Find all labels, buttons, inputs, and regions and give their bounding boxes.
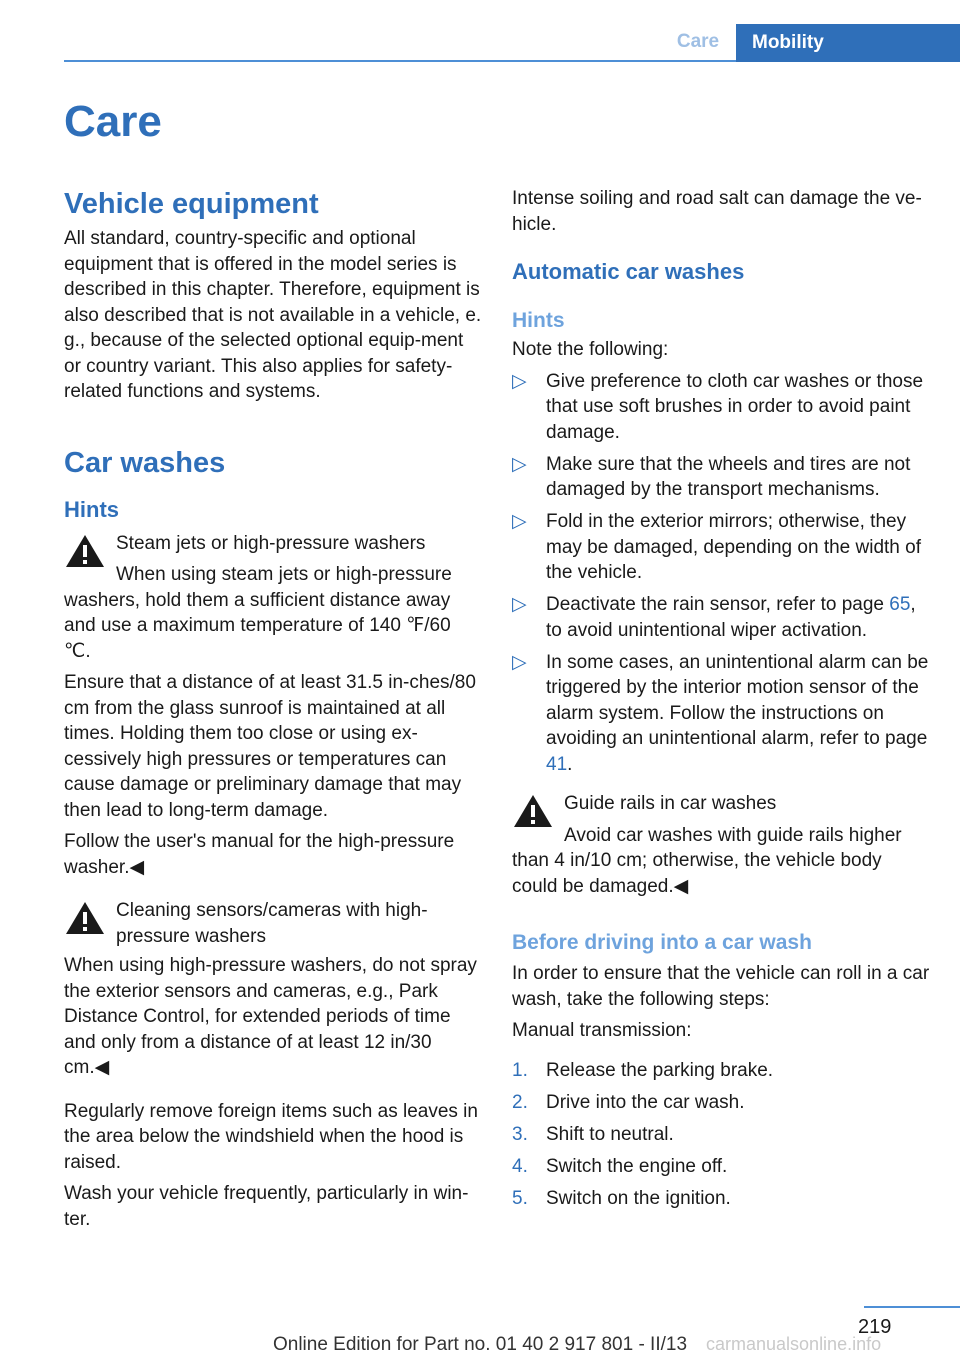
- steps-list: [512, 1058, 930, 1212]
- page-number: 219: [858, 1316, 892, 1338]
- paragraph-before: In order to ensure that the vehicle can roll in a car wash, take the following steps:: [512, 963, 930, 1010]
- paragraph-manual-transmission: Manual transmission:: [512, 1020, 692, 1041]
- page-title: Care: [64, 97, 162, 146]
- warning-title: Steam jets or high-pressure washers: [116, 532, 426, 554]
- hints-list: [512, 369, 930, 778]
- triangle-bullet-icon: ▷: [512, 370, 527, 392]
- triangle-bullet-icon: ▷: [512, 511, 527, 532]
- warning-text: When using high-pressure washers, do not spray the exterior sensors and cameras, e.g., Park Distance Control, for extended periods of time and only from a distance of at least 12 in/30 cm.◀: [64, 955, 477, 1078]
- paragraph-soiling: Intense soiling and road salt can damage the ve-hicle.: [512, 188, 922, 235]
- footer-edition: Online Edition for Part no. 01 40 2 917 801 - II/13: [272, 1334, 688, 1355]
- list-item: ▷ Fold in the exterior mirrors; otherwise, they may be damaged, depending on the width of the vehicle.: [512, 511, 921, 583]
- list-item: ▷ In some cases, an unintentional alarm can be triggered by the interior motion sensor of the alarm system. Follow the instructions on avoiding an unintentional alarm, refer to page 41.: [512, 651, 929, 775]
- warning-title: Cleaning sensors/cameras with high-pressure washers: [116, 900, 428, 947]
- triangle-bullet-icon: ▷: [512, 651, 527, 673]
- warning-steam-jets: [64, 531, 482, 557]
- warning-title: Guide rails in car washes: [564, 793, 777, 814]
- warning-text: When using steam jets or high-pressure washers, hold them a sufficient distance away and use a maximum temperature of 140 ℉/60 ℃.: [64, 564, 452, 662]
- triangle-bullet-icon: ▷: [512, 594, 527, 615]
- warning-triangle-icon: [64, 900, 106, 936]
- paragraph-regular-remove: Regularly remove foreign items such as leaves in the area below the windshield when the hood is raised.: [64, 1100, 478, 1173]
- list-item: 2. Drive into the car wash.: [512, 1091, 745, 1113]
- list-item: ▷ Make sure that the wheels and tires are not damaged by the transport mechanisms.: [512, 453, 911, 500]
- paragraph-wash-frequently: Wash your vehicle frequently, particularly in win-ter.: [64, 1183, 469, 1230]
- heading-before-driving: Before driving into a car wash: [512, 931, 812, 954]
- right-column: [512, 186, 930, 1218]
- page-link-41[interactable]: 41: [546, 753, 568, 775]
- page-link-65[interactable]: 65: [889, 594, 911, 615]
- list-item: ▷ Deactivate the rain sensor, refer to page 65, to avoid unintentional wiper activation.: [512, 594, 916, 641]
- list-item: ▷ Give preference to cloth car washes or those that use soft brushes in order to avoid paint damage.: [512, 370, 924, 443]
- list-item: 1. Release the parking brake.: [512, 1059, 774, 1081]
- heading-hints: Hints: [64, 496, 119, 522]
- warning-sensors: [64, 898, 482, 949]
- heading-hints: Hints: [512, 309, 565, 332]
- heading-automatic-car-washes: Automatic car washes: [512, 259, 745, 284]
- paragraph-note: Note the following:: [512, 339, 669, 360]
- heading-car-washes: Car washes: [64, 446, 226, 479]
- paragraph-vehicle-equipment: All standard, country-specific and optional equipment that is offered in the model series is described in this chapter. Therefore, equipment is also described that is not available in a vehicle, e. g., because of the selected optional equip-ment or country variant. This also applies for safety-related functions and systems.: [64, 228, 482, 402]
- warning-triangle-icon: [512, 793, 554, 829]
- paragraph-distance: Ensure that a distance of at least 31.5 in-ches/80 cm from the glass sunroof is maintained at all times. Holding them too close or using ex-cessively high pressures or temperatures can cause damage or preliminary damage that may then lead to long-term damage.: [64, 672, 476, 821]
- triangle-bullet-icon: ▷: [512, 453, 527, 475]
- left-column: [64, 186, 482, 1232]
- heading-vehicle-equipment: Vehicle equipment: [64, 188, 319, 220]
- list-item: 3. Shift to neutral.: [512, 1123, 674, 1145]
- tab-mobility[interactable]: Mobility: [736, 24, 960, 62]
- watermark: carmanualsonline.info: [706, 1334, 882, 1354]
- tab-care[interactable]: Care: [676, 31, 720, 52]
- warning-guide-rails: [512, 791, 930, 817]
- warning-text: Avoid car washes with guide rails higher than 4 in/10 cm; otherwise, the vehicle body could be damaged.◀: [512, 824, 902, 897]
- list-item: 5. Switch on the ignition.: [512, 1187, 731, 1209]
- warning-triangle-icon: [64, 533, 106, 569]
- paragraph-follow-manual: Follow the user's manual for the high-pressure washer.◀: [64, 831, 455, 878]
- page-number-rule: [864, 1306, 960, 1308]
- list-item: 4. Switch the engine off.: [512, 1155, 728, 1177]
